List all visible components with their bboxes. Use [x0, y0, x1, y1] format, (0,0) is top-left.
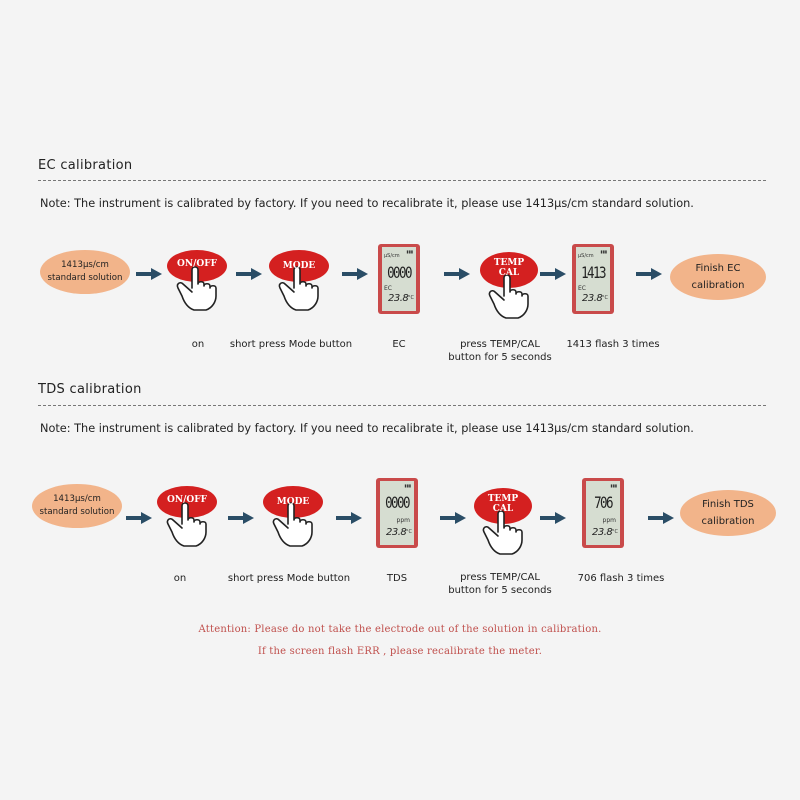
- lcd-mode: EC: [578, 285, 586, 292]
- lcd-deg: °C: [406, 529, 412, 535]
- lcd-mode: EC: [384, 285, 392, 292]
- tds-finish-line2: calibration: [701, 516, 755, 527]
- attention-line-2: If the screen flash ERR , please recalibrate the meter.: [257, 646, 543, 657]
- ec-caption-ec: EC: [392, 339, 406, 350]
- arrow-icon: [648, 512, 674, 524]
- ec-caption-flash: 1413 flash 3 times: [566, 339, 660, 350]
- tds-onoff-button[interactable]: [156, 484, 218, 554]
- arrow-icon: [540, 268, 566, 280]
- tds-caption-tds: TDS: [386, 573, 408, 584]
- lcd-deg: °C: [408, 295, 414, 301]
- ec-onoff-label: ON/OFF: [177, 259, 217, 269]
- tds-standard-solution-oval: [32, 484, 122, 528]
- tds-caption-press-1: press TEMP/CAL: [460, 572, 540, 583]
- ec-meter-display-1413: [572, 244, 614, 314]
- arrow-icon: [136, 268, 162, 280]
- ec-finish-line2: calibration: [691, 280, 745, 291]
- lcd-temp: 23.8: [386, 527, 407, 538]
- lcd-value: 0000: [385, 493, 409, 512]
- tds-section-title: TDS calibration: [38, 382, 142, 397]
- lcd-unit: μS/cm: [578, 253, 594, 259]
- arrow-icon: [228, 512, 254, 524]
- tds-meter-display-706: [582, 478, 624, 548]
- ec-caption-mode: short press Mode button: [229, 339, 353, 350]
- tds-caption-press-2: button for 5 seconds: [448, 585, 552, 596]
- tds-mode-label: MODE: [276, 497, 310, 507]
- tds-cal-label: CAL: [492, 504, 514, 514]
- ec-note: Note: The instrument is calibrated by factory. If you need to recalibrate it, please use 1413μs/cm standard solution.: [40, 197, 694, 210]
- tds-caption-on: on: [173, 573, 187, 584]
- ec-finish-line1: Finish EC: [695, 263, 741, 274]
- arrow-icon: [636, 268, 662, 280]
- tds-finish-oval: [680, 490, 776, 536]
- tds-start-line1: 1413μs/cm: [53, 494, 101, 504]
- ec-cal-label: CAL: [498, 268, 520, 278]
- ec-start-line2: standard solution: [47, 273, 123, 283]
- ec-temp-label: TEMP: [493, 258, 525, 268]
- ec-section-title: EC calibration: [38, 158, 133, 173]
- tds-note: Note: The instrument is calibrated by factory. If you need to recalibrate it, please use 1413μs/cm standard solution.: [40, 422, 694, 435]
- lcd-value: 1413: [581, 263, 605, 282]
- ec-divider: [38, 180, 766, 181]
- tds-temp-cal-button[interactable]: [472, 486, 534, 560]
- ec-meter-display-zero: [378, 244, 420, 314]
- battery-icon: ▮▮▮: [404, 483, 411, 488]
- mode-hand-icon: [268, 248, 330, 318]
- lcd-unit: ppm: [602, 517, 616, 524]
- ec-caption-press-1: press TEMP/CAL: [460, 339, 540, 350]
- ec-start-line1: 1413μs/cm: [61, 260, 109, 270]
- battery-icon: ▮▮▮: [406, 249, 413, 254]
- arrow-icon: [342, 268, 368, 280]
- lcd-unit: μS/cm: [384, 253, 400, 259]
- tds-meter-display-zero: [376, 478, 418, 548]
- lcd-temp: 23.8: [582, 293, 603, 304]
- mode-hand-icon: [262, 484, 324, 554]
- tds-start-line2: standard solution: [39, 507, 115, 517]
- ec-temp-cal-button[interactable]: [478, 250, 540, 324]
- ec-standard-solution-oval: [40, 250, 130, 294]
- lcd-value: 706: [594, 493, 612, 512]
- lcd-unit: ppm: [396, 517, 410, 524]
- lcd-temp: 23.8: [592, 527, 613, 538]
- battery-icon: ▮▮▮: [600, 249, 607, 254]
- ec-onoff-button[interactable]: [166, 248, 228, 318]
- tds-caption-flash: 706 flash 3 times: [577, 573, 665, 584]
- tds-temp-label: TEMP: [487, 494, 519, 504]
- tds-mode-button[interactable]: [262, 484, 324, 554]
- tds-divider: [38, 405, 766, 406]
- arrow-icon: [540, 512, 566, 524]
- ec-caption-press-2: button for 5 seconds: [448, 352, 552, 363]
- attention-line-1: Attention: Please do not take the electrode out of the solution in calibration.: [198, 624, 602, 635]
- lcd-deg: °C: [612, 529, 618, 535]
- lcd-temp: 23.8: [388, 293, 409, 304]
- arrow-icon: [336, 512, 362, 524]
- battery-icon: ▮▮▮: [610, 483, 617, 488]
- lcd-value: 0000: [387, 263, 411, 282]
- arrow-icon: [236, 268, 262, 280]
- ec-mode-label: MODE: [282, 261, 316, 271]
- lcd-deg: °C: [602, 295, 608, 301]
- ec-caption-on: on: [191, 339, 205, 350]
- arrow-icon: [440, 512, 466, 524]
- tds-finish-line1: Finish TDS: [702, 499, 754, 510]
- ec-finish-oval: [670, 254, 766, 300]
- arrow-icon: [444, 268, 470, 280]
- ec-mode-button[interactable]: [268, 248, 330, 318]
- tds-caption-mode: short press Mode button: [227, 573, 351, 584]
- tds-onoff-label: ON/OFF: [167, 495, 207, 505]
- arrow-icon: [126, 512, 152, 524]
